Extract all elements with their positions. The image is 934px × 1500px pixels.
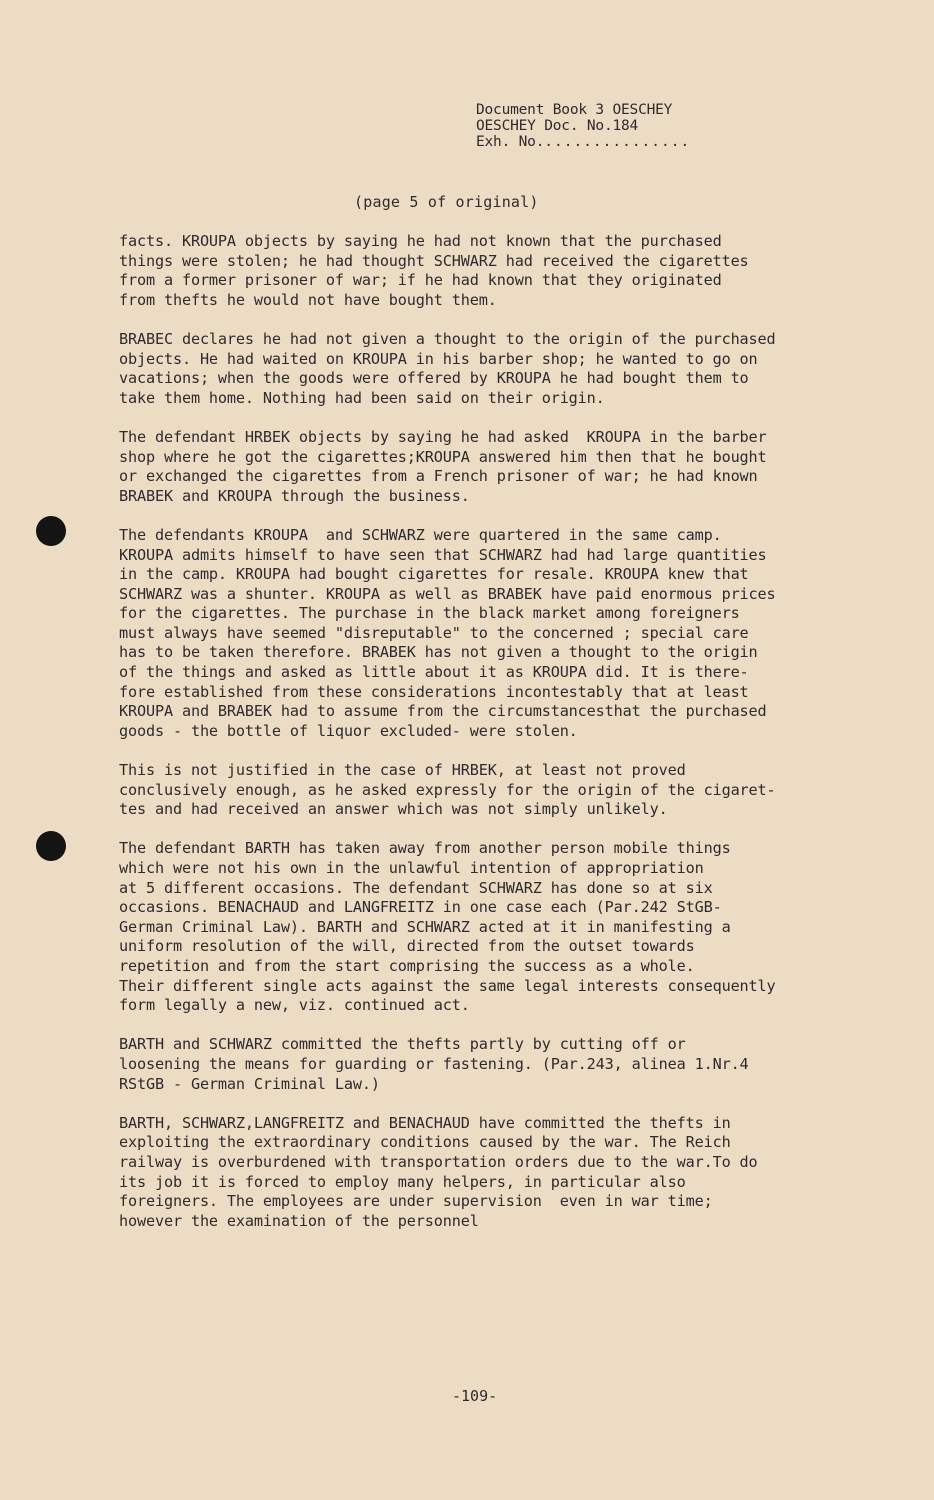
paragraph-line: BRABEK and KROUPA through the business. <box>119 486 470 505</box>
paragraph-line: from thefts he would not have bought them. <box>119 290 497 309</box>
paragraph-line: loosening the means for guarding or fastening. (Par.243, alinea 1.Nr.4 <box>119 1054 749 1073</box>
paragraph-line: foreigners. The employees are under supervision even in war time; <box>119 1192 713 1211</box>
document-body <box>119 232 839 1251</box>
document-book-line: Document Book 3 OESCHEY <box>476 102 673 118</box>
paragraph-line: The defendants KROUPA and SCHWARZ were quartered in the same camp. <box>119 525 722 544</box>
paragraph-line: things were stolen; he had thought SCHWARZ had received the cigarettes <box>119 251 749 270</box>
paragraph-line: occasions. BENACHAUD and LANGFREITZ in one case each (Par.242 StGB- <box>119 898 722 917</box>
paragraph-line: which were not his own in the unlawful intention of appropriation <box>119 859 704 877</box>
paragraph-line: in the camp. KROUPA had bought cigarettes for resale. KROUPA knew that <box>119 565 749 584</box>
paragraph <box>119 330 839 408</box>
paragraph-line: The defendant HRBEK objects by saying he had asked KROUPA in the barber <box>119 427 767 446</box>
paragraph-line: or exchanged the cigarettes from a French prisoner of war; he had known <box>119 467 758 486</box>
paragraph-line: uniform resolution of the will, directed from the outset towards <box>119 937 695 956</box>
paragraph-line: tes and had received an answer which was not simply unlikely. <box>119 800 668 819</box>
paragraph-line: objects. He had waited on KROUPA in his barber shop; he wanted to go on <box>119 349 758 368</box>
paragraph-line: must always have seemed "disreputable" to the concerned ; special care <box>119 623 749 642</box>
original-page-reference: (page 5 of original) <box>354 193 539 211</box>
paragraph-line: German Criminal Law). BARTH and SCHWARZ acted at it in manifesting a <box>119 917 731 936</box>
paragraph-line: repetition and from the start comprising the success as a whole. <box>119 956 695 975</box>
paragraph-line: from a former prisoner of war; if he had known that they originated <box>119 271 722 290</box>
paragraph-line: of the things and asked as little about it as KROUPA did. It is there- <box>119 663 749 682</box>
paragraph-line: take them home. Nothing had been said on their origin. <box>119 388 605 407</box>
paragraph-line: its job it is forced to employ many helpers, in particular also <box>119 1172 686 1191</box>
paragraph-line: railway is overburdened with transportation orders due to the war.To do <box>119 1152 758 1171</box>
paragraph-line: facts. KROUPA objects by saying he had not known that the purchased <box>119 232 722 250</box>
paragraph <box>119 428 839 506</box>
paragraph-line: shop where he got the cigarettes;KROUPA answered him then that he bought <box>119 447 767 466</box>
paragraph-line: BARTH, SCHWARZ,LANGFREITZ and BENACHAUD have committed the thefts in <box>119 1113 731 1132</box>
document-header <box>476 102 690 150</box>
paragraph-line: conclusively enough, as he asked expressly for the origin of the cigaret- <box>119 780 776 799</box>
exhibit-dots: ............... <box>544 134 691 150</box>
exhibit-number-line <box>476 134 690 150</box>
paragraph-line: The defendant BARTH has taken away from another person mobile things <box>119 839 731 858</box>
paragraph <box>119 1035 839 1094</box>
paragraph-line: BARTH and SCHWARZ committed the thefts partly by cutting off or <box>119 1035 686 1054</box>
exhibit-label: Exh. No. <box>476 134 545 150</box>
paragraph-line: for the cigarettes. The purchase in the black market among foreigners <box>119 604 740 623</box>
paragraph-line: RStGB - German Criminal Law.) <box>119 1074 380 1093</box>
punch-hole-top <box>36 516 66 546</box>
paragraph <box>119 761 839 820</box>
paragraph-line: exploiting the extraordinary conditions caused by the war. The Reich <box>119 1133 731 1152</box>
paragraph <box>119 839 839 1015</box>
paragraph-line: SCHWARZ was a shunter. KROUPA as well as BRABEK have paid enormous prices <box>119 584 776 603</box>
paragraph-line: form legally a new, viz. continued act. <box>119 996 470 1015</box>
paragraph <box>119 526 839 742</box>
paragraph-line: goods - the bottle of liquor excluded- were stolen. <box>119 721 578 740</box>
paragraph-line: has to be taken therefore. BRABEK has not given a thought to the origin <box>119 643 758 662</box>
page-number: -109- <box>452 1387 498 1405</box>
document-number-line: OESCHEY Doc. No.184 <box>476 118 639 134</box>
paragraph-line: KROUPA admits himself to have seen that SCHWARZ had had large quantities <box>119 545 767 564</box>
paragraph <box>119 1114 839 1232</box>
paragraph-line: vacations; when the goods were offered by KROUPA he had bought them to <box>119 369 749 388</box>
paragraph <box>119 232 839 310</box>
paragraph-line: This is not justified in the case of HRBEK, at least not proved <box>119 761 686 780</box>
paragraph-line: KROUPA and BRABEK had to assume from the circumstancesthat the purchased <box>119 702 767 721</box>
paragraph-line: BRABEC declares he had not given a thought to the origin of the purchased <box>119 329 776 348</box>
paragraph-line: at 5 different occasions. The defendant SCHWARZ has done so at six <box>119 878 713 897</box>
paragraph-line: Their different single acts against the same legal interests consequently <box>119 976 776 995</box>
punch-hole-bottom <box>36 831 66 861</box>
paragraph-line: fore established from these considerations incontestably that at least <box>119 682 749 701</box>
paragraph-line: however the examination of the personnel <box>119 1211 479 1230</box>
